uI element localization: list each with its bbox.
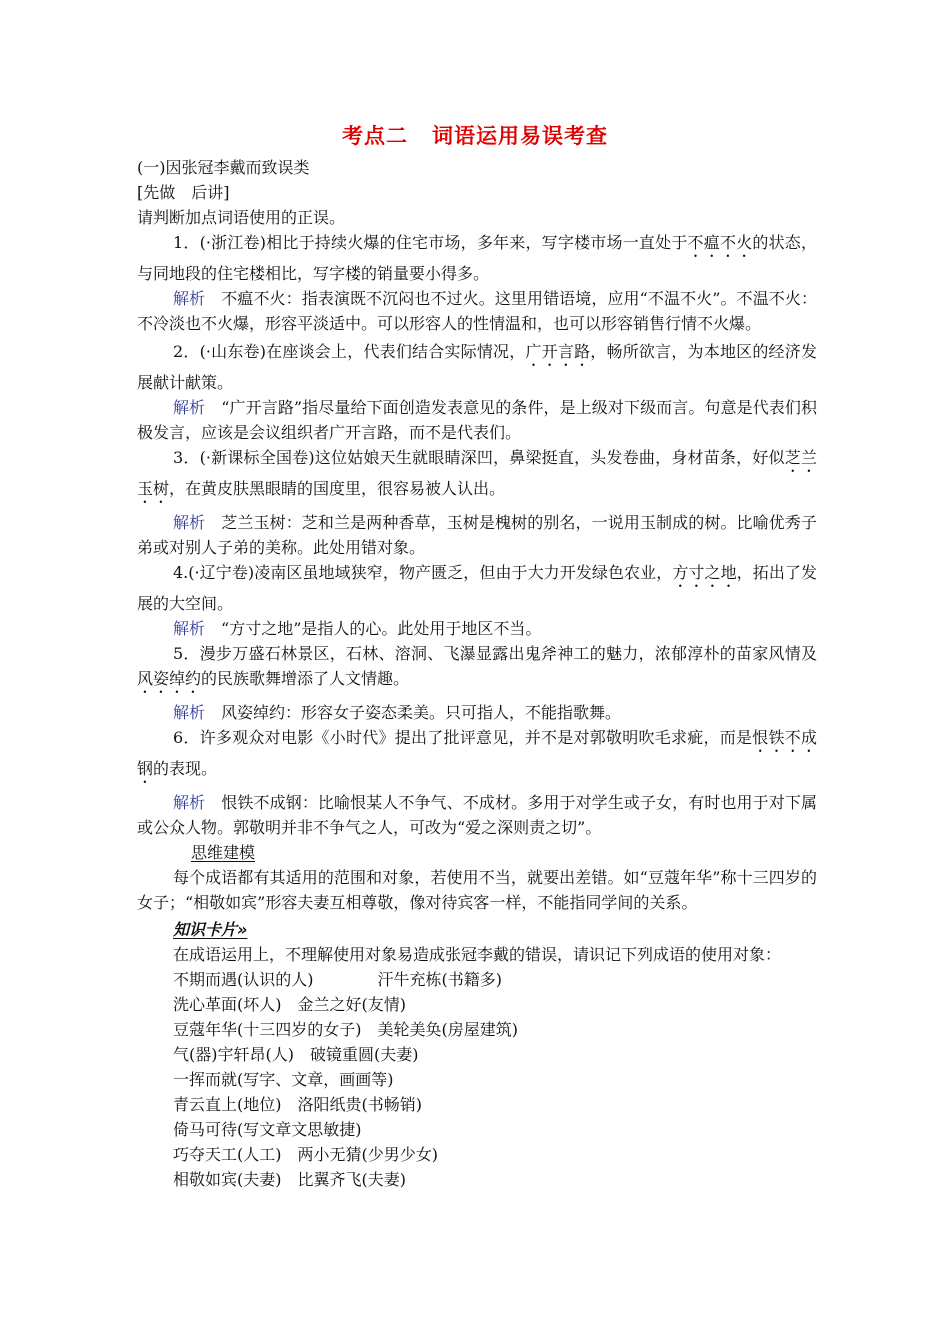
list-item: 相敬如宾(夫妻) 比翼齐飞(夫妻): [173, 1170, 406, 1189]
analysis-text: 恨铁不成钢：比喻恨某人不争气、不成材。多用于对学生或子女，有时也用于对下属或公众人物。郭敬明并非不争气之人，可改为“爱之深则责之切”。: [137, 793, 817, 837]
question-text: 的民族歌舞增添了人文情趣。: [201, 669, 410, 688]
question-1: [137, 230, 817, 286]
emphasized-term: 风姿绰约: [137, 669, 202, 688]
analysis-1: [137, 286, 817, 336]
emphasized-term: 芝兰玉树: [137, 448, 817, 498]
list-item: 巧夺天工(人工) 两小无猜(少男少女): [173, 1145, 438, 1164]
list-item: 一挥而就(写字、文章，画画等): [173, 1070, 394, 1089]
emphasized-term: 不瘟不火: [687, 233, 753, 252]
question-text: 5．漫步万盛石林景区，石林、溶洞、飞瀑显露出鬼斧神工的魅力，浓郁淳朴的苗家风情及: [173, 644, 817, 663]
analysis-label: 解析: [173, 619, 206, 638]
analysis-label: 解析: [173, 289, 206, 308]
question-text: ，拓出了发展的大空间。: [137, 563, 817, 613]
analysis-label: 解析: [173, 793, 206, 812]
title-part1: 考点二: [342, 124, 408, 148]
analysis-text: “方寸之地”是指人的心。此处用于地区不当。: [221, 619, 542, 638]
question-text: 6．许多观众对电影《小时代》提出了批评意见，并不是对郭敬明吹毛求疵，而是: [173, 728, 753, 747]
title-part2: 词语运用易误考查: [432, 124, 608, 148]
question-text: 3．(·新课标全国卷)这位姑娘天生就眼睛深凹，鼻梁挺直，头发卷曲，身材苗条，好似: [173, 448, 785, 467]
analysis-label: 解析: [173, 513, 206, 532]
analysis-text: 芝兰玉树：芝和兰是两种香草，玉树是槐树的别名，一说用玉制成的树。比喻优秀子弟或对别人子弟的美称。此处用错对象。: [137, 513, 817, 557]
model-heading: [137, 840, 817, 865]
emphasized-term: 方寸之地: [672, 563, 737, 582]
list-item: 倚马可待(写文章文思敏捷): [173, 1120, 362, 1139]
list-item: 不期而遇(认识的人) 汗牛充栋(书籍多): [173, 970, 502, 989]
analysis-3: [137, 510, 817, 560]
analysis-2: [137, 395, 817, 445]
card-heading: [137, 917, 817, 942]
question-3: [137, 445, 817, 507]
question-2: [137, 339, 817, 395]
analysis-6: [137, 790, 817, 840]
model-heading-text: 思维建模: [191, 843, 256, 862]
question-text: ，畅所欲言，为本地区的经济发展献计献策。: [137, 342, 817, 392]
analysis-text: 风姿绰约：形容女子姿态柔美。只可指人，不能指歌舞。: [221, 703, 622, 722]
question-text: 的表现。: [153, 759, 218, 778]
question-6: [137, 725, 817, 787]
list-item: 气(器)宇轩昂(人) 破镜重圆(夫妻): [173, 1045, 419, 1064]
question-text: 4.(·辽宁卷)凌南区虽地域狭窄，物产匮乏，但由于大力开发绿色农业，: [173, 563, 673, 582]
analysis-text: 不瘟不火：指表演既不沉闷也不过火。这里用错语境，应用“不温不火”。不温不火：不冷淡也不火爆，形容平淡适中。可以形容人的性情温和，也可以形容销售行情不火爆。: [137, 289, 817, 333]
emphasized-term: 恨铁不成钢: [137, 728, 817, 778]
list-item: 青云直上(地位) 洛阳纸贵(书畅销): [173, 1095, 422, 1114]
question-text: 的状态，与同地段的住宅楼相比，写字楼的销量要小得多。: [137, 233, 817, 283]
section-heading: (一)因张冠李戴而致误类: [137, 158, 310, 177]
list-item: 豆蔻年华(十三四岁的女子) 美轮美奂(房屋建筑): [173, 1020, 518, 1039]
question-5: [137, 641, 817, 697]
model-text: 每个成语都有其适用的范围和对象，若使用不当，就要出差错。如“豆蔻年华”称十三四岁的女子；“相敬如宾”形容夫妻互相尊敬，像对待宾客一样，不能指同学间的关系。: [137, 868, 817, 912]
analysis-label: 解析: [173, 398, 206, 417]
emphasized-term: 广开言路: [525, 342, 591, 361]
card-heading-text: 知识卡片»: [173, 920, 248, 939]
analysis-5: [137, 700, 817, 725]
instruction: 请判断加点词语使用的正误。: [137, 208, 346, 227]
analysis-text: “广开言路”指尽量给下面创造发表意见的条件，是上级对下级而言。句意是代表们积极发言，应该是会议组织者广开言路，而不是代表们。: [137, 398, 817, 442]
list-item: 洗心革面(坏人) 金兰之好(友情): [173, 995, 406, 1014]
question-text: ，在黄皮肤黑眼睛的国度里，很容易被人认出。: [169, 479, 506, 498]
document-body: [137, 155, 817, 1192]
analysis-label: 解析: [173, 703, 206, 722]
idiom-list: [137, 967, 817, 1192]
analysis-4: [137, 616, 817, 641]
question-text: 2．(·山东卷)在座谈会上，代表们结合实际情况，: [173, 342, 526, 361]
question-text: 1．(·浙江卷)相比于持续火爆的住宅市场，多年来，写字楼市场一直处于: [173, 233, 688, 252]
card-intro: 在成语运用上，不理解使用对象易造成张冠李戴的错误，请识记下列成语的使用对象：: [173, 945, 782, 964]
question-4: [137, 560, 817, 616]
page-title: [0, 120, 950, 150]
section-tag: [先做 后讲]: [137, 183, 230, 202]
